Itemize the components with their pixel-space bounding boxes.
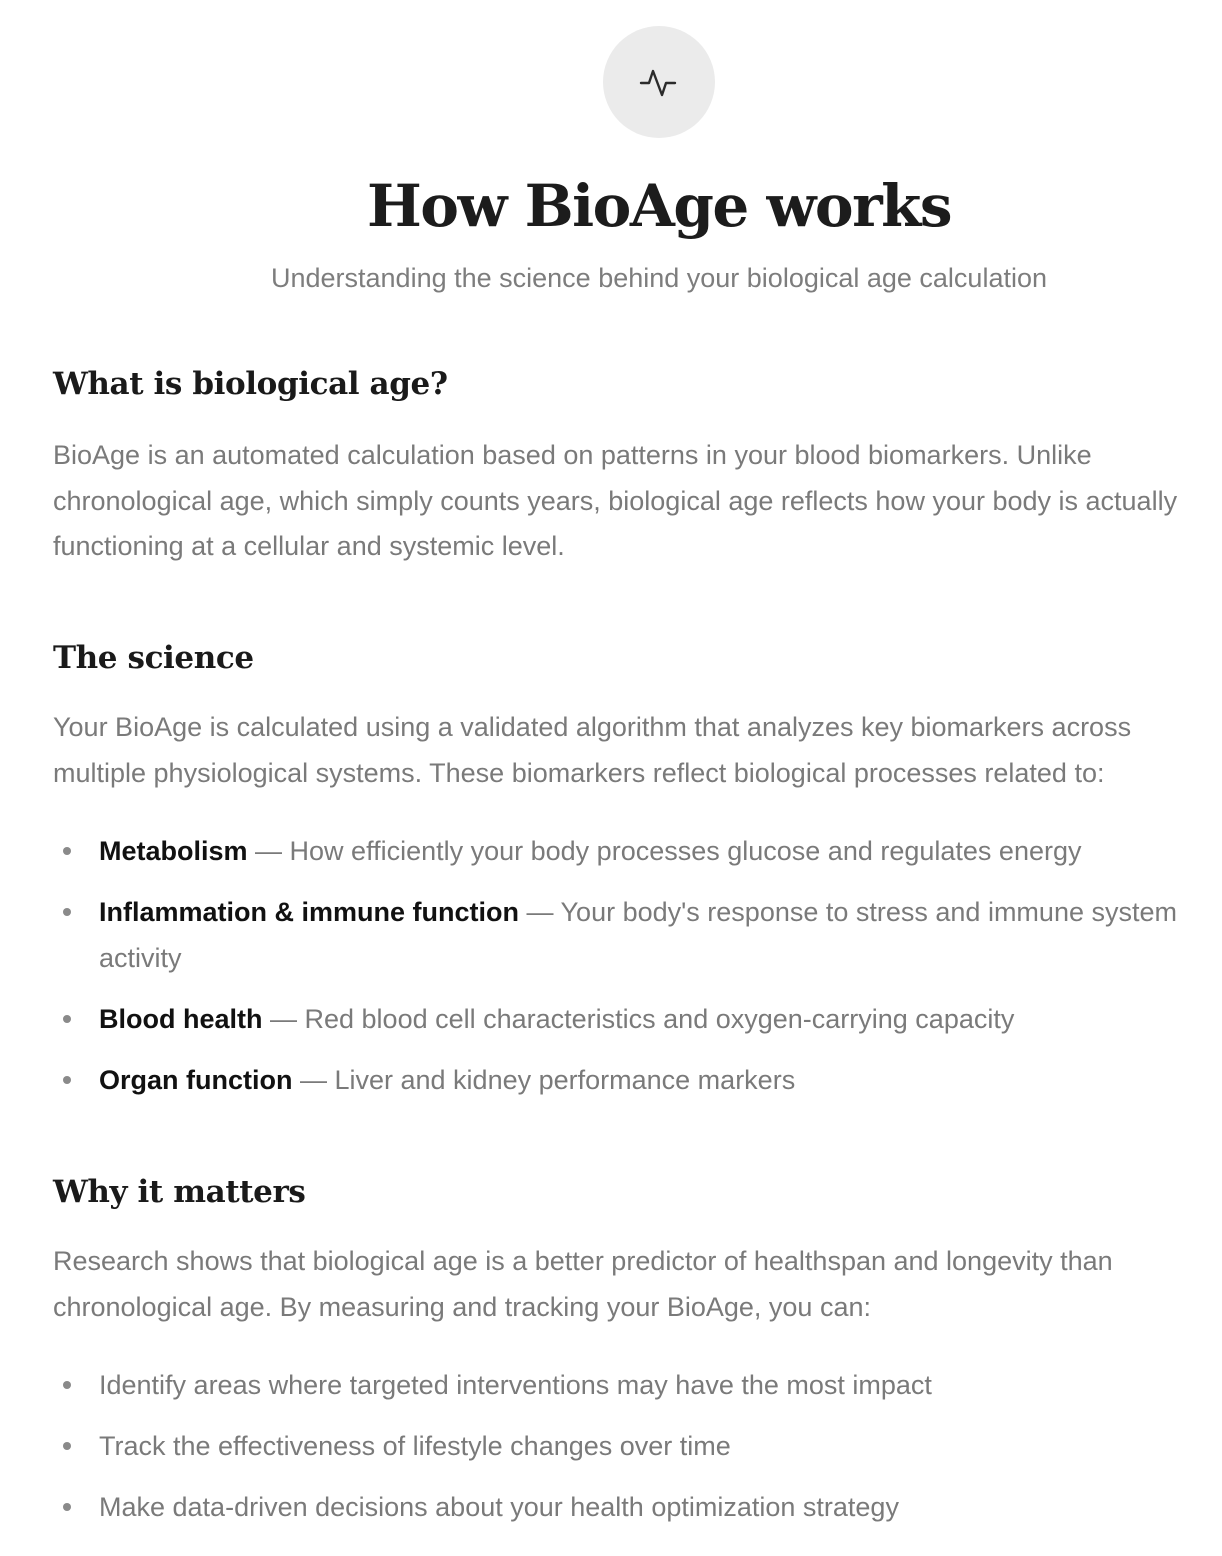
section-heading: The science [53,640,254,676]
list-item-term: Organ function [99,1065,293,1095]
section-why-it-matters [53,1170,1222,1530]
list-item-term: Metabolism [99,836,248,866]
section-heading: What is biological age? [53,366,448,402]
list-item-term: Blood health [99,1004,263,1034]
list-item-desc: — Red blood cell characteristics and oxygen-carrying capacity [262,1004,1015,1034]
activity-pulse-icon [603,26,715,138]
benefits-list [53,1362,1222,1530]
list-item-desc: — Your body's response to stress and immune system activity [99,897,1177,973]
biomarker-systems-list [53,828,1222,1103]
list-item: Make data-driven decisions about your health optimization strategy [53,1484,1222,1530]
section-body: Research shows that biological age is a better predictor of healthspan and longevity than chronological age. By measuring and tracking your BioAge, you can: [53,1246,1113,1322]
list-item: Track the effectiveness of lifestyle changes over time [53,1423,1222,1469]
section-body: Your BioAge is calculated using a validated algorithm that analyzes key biomarkers across multiple physiological systems. These biomarkers reflect biological processes related to: [53,712,1132,788]
list-item-desc: — Liver and kidney performance markers [292,1065,796,1095]
list-item-desc: — How efficiently your body processes glucose and regulates energy [247,836,1082,866]
list-item [53,889,1222,981]
list-item [53,996,1222,1042]
list-item: Identify areas where targeted interventions may have the most impact [53,1362,1222,1408]
section-body: BioAge is an automated calculation based on patterns in your blood biomarkers. Unlike chronological age, which simply counts years, biological age reflects how your body is actually functioning at a cellular and systemic level. [53,440,1178,561]
list-item [53,1057,1222,1103]
section-what-is-biological-age [53,362,1222,570]
page-title: How BioAge works [366,172,951,240]
section-heading: Why it matters [53,1174,306,1210]
section-the-science [53,636,1222,1103]
list-item [53,828,1222,874]
page-subtitle: Understanding the science behind your biological age calculation [270,263,1047,293]
list-item-term: Inflammation & immune function [99,897,520,927]
